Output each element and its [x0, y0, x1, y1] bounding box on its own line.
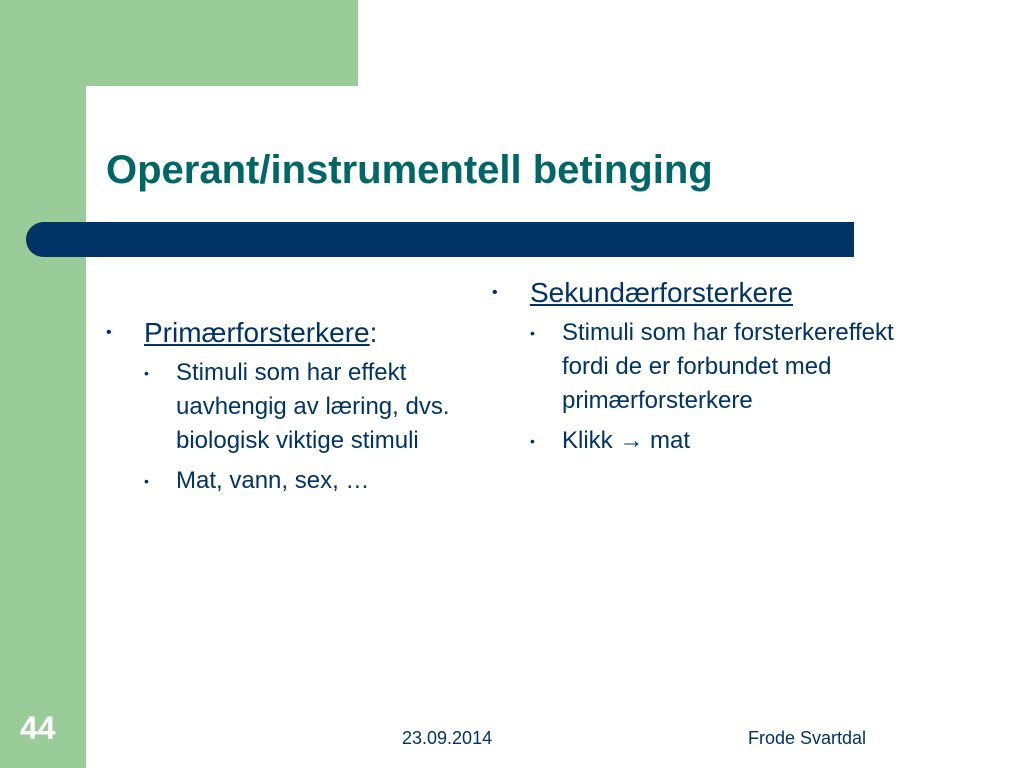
- sekundaerforsterkere-heading: Sekundærforsterkere: [530, 277, 794, 308]
- list-item-text: Stimuli som har effekt uavhengig av læring, dvs. biologisk viktige stimuli: [176, 359, 450, 454]
- bullet-dot-icon: •: [530, 325, 535, 341]
- top-green-band: [0, 0, 358, 86]
- right-bullet-list: [492, 276, 922, 458]
- left-column: [106, 316, 486, 498]
- mat-text: mat: [650, 427, 691, 454]
- list-item: [530, 316, 922, 418]
- left-green-sidebar: [0, 0, 86, 768]
- bullet-dot-icon: •: [144, 473, 149, 489]
- primaerforsterkere-heading: Primærforsterkere: [144, 317, 370, 348]
- list-item-text: Mat, vann, sex, …: [176, 467, 370, 494]
- footer-date: 23.09.2014: [402, 728, 493, 748]
- left-bullet-list: [106, 316, 486, 498]
- left-sub-list: [144, 356, 486, 498]
- list-item: [530, 424, 922, 458]
- title-underline-bar: [26, 222, 854, 257]
- arrow-right-icon: →: [619, 427, 644, 454]
- list-item-text: Stimuli som har forsterkereffekt fordi de er forbundet med primærforsterkere: [562, 319, 894, 414]
- bullet-sekundaerforsterkere: [492, 276, 922, 458]
- footer-author: Frode Svartdal: [748, 728, 867, 748]
- right-column: [492, 276, 922, 458]
- list-item: [144, 464, 486, 498]
- right-sub-list: [530, 316, 922, 458]
- bullet-primaerforsterkere: [106, 316, 486, 498]
- bullet-dot-icon: •: [492, 284, 498, 301]
- list-item: [144, 356, 486, 458]
- bullet-dot-icon: •: [106, 324, 112, 341]
- klikk-text: Klikk: [562, 427, 613, 454]
- bullet-dot-icon: •: [530, 433, 535, 449]
- bullet-dot-icon: •: [144, 365, 149, 381]
- slide-title: Operant/instrumentell betinging: [106, 148, 713, 192]
- slide-number: 44: [20, 710, 56, 746]
- heading-colon: :: [369, 317, 378, 348]
